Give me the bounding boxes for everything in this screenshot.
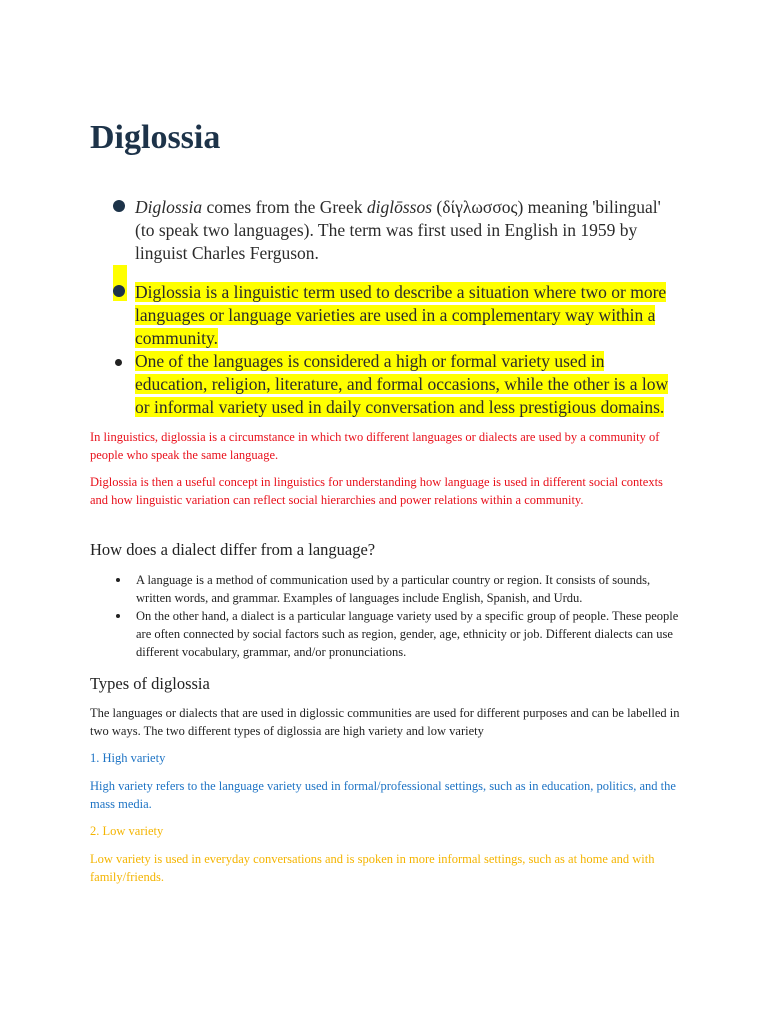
page-title: Diglossia — [90, 119, 221, 156]
low-variety-heading: 2. Low variety — [90, 824, 164, 838]
section-heading: How does a dialect differ from a language? — [90, 540, 376, 559]
section-heading: Types of diglossia — [90, 674, 210, 693]
bullet-icon — [113, 200, 125, 212]
list-item — [0, 281, 675, 350]
dialect-list — [0, 571, 768, 661]
highlighted-text: One of the languages is considered a high or formal variety used in education, religion, literature, and formal occasions, while the other is a low or informal variety used in daily conversation and less prestigious domains. — [135, 351, 669, 417]
highlighted-text: Diglossia is a linguistic term used to describe a situation where two or more languages or language varieties are used in a complementary way within a community. — [135, 282, 667, 348]
term-italic: Diglossia — [135, 197, 203, 217]
red-paragraph: Diglossia is then a useful concept in linguistics for understanding how language is used in different social contexts and how linguistic variation can reflect social hierarchies and power relations within a community. — [90, 475, 663, 507]
list-item — [0, 571, 681, 607]
text-segment: comes from the Greek — [202, 197, 367, 217]
high-variety-heading: 1. High variety — [90, 751, 166, 765]
list-item — [0, 607, 681, 661]
list-item — [0, 196, 675, 265]
text-segment: (δίγλωσσος) meaning 'bilingual' (to speak two languages). The term was first used in English in 1959 by linguist Charles Ferguson. — [135, 197, 661, 263]
bullet-icon — [115, 359, 122, 366]
intro-paragraph: The languages or dialects that are used in diglossic communities are used for different purposes and can be labelled in two ways. The two different types of diglossia are high variety and low variety — [90, 706, 680, 738]
bullet-icon — [116, 614, 120, 618]
intro-list — [0, 196, 768, 265]
list-item — [0, 350, 675, 419]
low-variety-text: Low variety is used in everyday conversations and is spoken in more informal settings, such as at home and with family/friends. — [90, 852, 655, 884]
greek-term-italic: diglōssos — [366, 197, 432, 217]
bullet-icon — [113, 285, 125, 297]
highlighted-list — [0, 281, 768, 419]
red-paragraph: In linguistics, diglossia is a circumstance in which two different languages or dialects are used by a community of people who speak the same language. — [90, 430, 660, 462]
text-segment — [135, 197, 661, 263]
list-item-text: A language is a method of communication used by a particular country or region. It consists of sounds, written words, and grammar. Examples of languages include English, Spanish, and Urdu. — [136, 573, 651, 605]
list-item-text: On the other hand, a dialect is a particular language variety used by a specific group of people. These people are often connected by social factors such as region, gender, age, ethnicity or job. Different dialects can use different vocabulary, grammar, and/or pronunciations. — [136, 609, 679, 659]
bullet-icon — [116, 578, 120, 582]
high-variety-text: High variety refers to the language variety used in formal/professional settings, such as in education, politics, and the mass media. — [90, 779, 676, 811]
